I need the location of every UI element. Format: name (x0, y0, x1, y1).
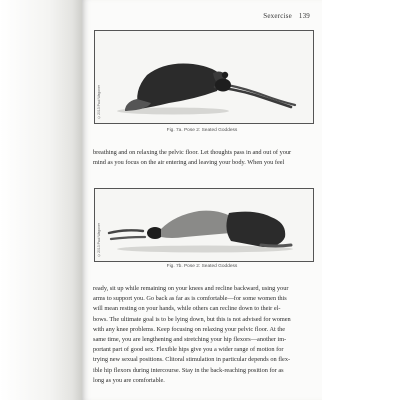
text-line: bows. The ultimate goal is to be lying down, but this is not advised for women (93, 315, 291, 323)
figure-7b (94, 188, 314, 262)
page-number: 139 (298, 12, 310, 20)
paragraph-1 (93, 148, 315, 168)
figure-caption: Fig. 7b. Pose 2: Seated Goddess (166, 264, 238, 269)
page-background-right (322, 0, 400, 400)
text-line: long as you are comfortable. (93, 376, 165, 384)
text-line: with any knee problems. Keep focusing on relaxing your pelvic floor. At the (93, 325, 286, 333)
book-spine-shadow (0, 0, 82, 400)
text-line: ible hip flexors during intercourse. Stay in the back-reaching position for as (93, 366, 284, 374)
figure-credit: ©2013 Paul Wagoner (97, 85, 101, 119)
illustration-reclined-pose (95, 189, 313, 261)
chapter-title: Sexercise (263, 12, 292, 20)
text-line: mind as you focus on the air entering and leaving your body. When you feel (93, 159, 285, 167)
text-line: breathing and on relaxing the pelvic floor. Let thoughts pass in and out of your (93, 149, 292, 156)
text-line: ready, sit up while remaining on your knees and recline backward, using your (93, 285, 289, 292)
text-line: will mean resting on your hands, while others can recline down to their el- (93, 305, 281, 313)
text-line: same time, you are lengthening and stretching your hip flexors—another im- (93, 336, 287, 344)
text-line: portant part of good sex. Flexible hips give you a wider range of motion for (93, 346, 284, 354)
running-head (263, 12, 310, 20)
figure-credit: ©2013 Paul Wagoner (97, 223, 101, 257)
figure-7a (94, 30, 314, 124)
text-line: trying new sexual positions. Clitoral stimulation in particular depends on flex- (93, 356, 291, 364)
book-page (82, 0, 322, 400)
figure-caption: Fig. 7a. Pose 2: Seated Goddess (166, 128, 238, 133)
illustration-child-pose (95, 31, 313, 123)
text-line: arms to support you. Go back as far as is comfortable—for some women this (93, 295, 287, 303)
paragraph-2 (93, 284, 315, 386)
